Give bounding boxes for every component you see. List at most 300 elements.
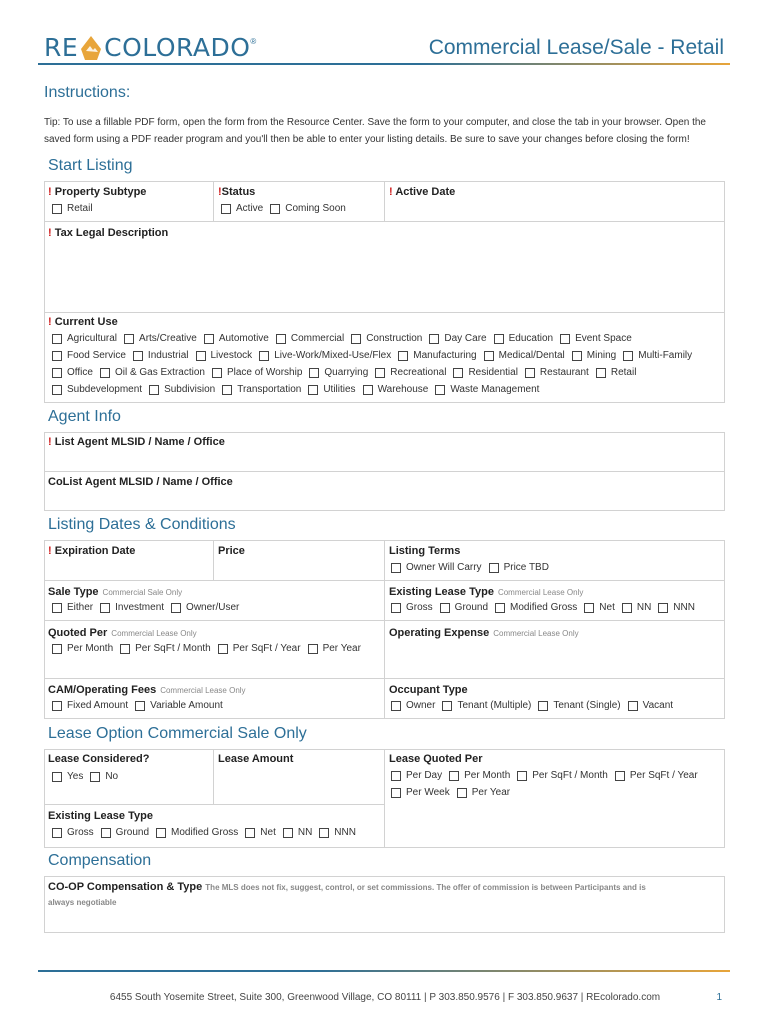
option-label: Multi-Family [638, 350, 693, 361]
checkbox[interactable] [52, 644, 62, 654]
option-label: Day Care [444, 333, 487, 344]
checkbox-option[interactable] [156, 827, 238, 838]
option-label: Gross [67, 827, 94, 838]
option-label: Food Service [67, 350, 126, 361]
checkbox[interactable] [484, 351, 494, 361]
field-note: Commercial Sale Only [102, 588, 183, 597]
option-label: Manufacturing [413, 350, 477, 361]
divider [44, 312, 725, 313]
checkbox[interactable] [391, 563, 401, 573]
checkbox[interactable] [429, 334, 439, 344]
label-text: Expiration Date [54, 545, 136, 557]
option-label: Per SqFt / Month [135, 643, 211, 654]
lease-quoted-per-row-2 [391, 787, 517, 798]
divider [44, 804, 384, 805]
checkbox[interactable] [596, 368, 606, 378]
checkbox[interactable] [517, 771, 527, 781]
option-label: Net [260, 827, 276, 838]
checkbox[interactable] [245, 828, 255, 838]
option-label: Price TBD [503, 562, 549, 573]
checkbox[interactable] [308, 385, 318, 395]
sale-type-label [48, 586, 182, 598]
checkbox-option[interactable] [391, 562, 482, 573]
label-text: Current Use [54, 316, 118, 328]
checkbox-option[interactable] [442, 700, 531, 711]
divider [384, 181, 385, 222]
option-label: Variable Amount [150, 700, 223, 711]
instructions-heading: Instructions: [44, 84, 131, 101]
required-mark: ! [48, 436, 52, 448]
option-label: Utilities [323, 384, 356, 395]
checkbox[interactable] [457, 788, 467, 798]
option-label: Waste Management [450, 384, 540, 395]
lease-existing-type-options [52, 827, 363, 838]
sale-type-options [52, 602, 246, 613]
checkbox-option[interactable] [622, 602, 651, 613]
tip-line-1: Tip: To use a fillable PDF form, open the form from the Resource Center. Save the form to your computer, and close the tab in your browser. Open the [44, 117, 706, 128]
checkbox[interactable] [276, 334, 286, 344]
checkbox-option[interactable] [484, 350, 565, 361]
option-label: Gross [406, 602, 433, 613]
expiration-date-label[interactable] [48, 545, 135, 557]
checkbox-option[interactable] [495, 602, 577, 613]
lease-option-heading [48, 725, 307, 743]
checkbox-option[interactable] [560, 333, 632, 344]
divider [384, 749, 385, 848]
checkbox[interactable] [52, 334, 62, 344]
checkbox[interactable] [453, 368, 463, 378]
checkbox-option[interactable] [52, 827, 94, 838]
checkbox[interactable] [52, 701, 62, 711]
occupant-type-options [391, 700, 680, 711]
checkbox-option[interactable] [133, 350, 189, 361]
label-text: Active Date [395, 186, 456, 198]
option-label: Office [67, 367, 93, 378]
checkbox-option[interactable] [52, 367, 93, 378]
checkbox[interactable] [615, 771, 625, 781]
checkbox-option[interactable] [52, 384, 142, 395]
label-text: Property Subtype [54, 186, 147, 198]
checkbox[interactable] [440, 603, 450, 613]
property-subtype-label [48, 186, 146, 198]
status-label [218, 186, 255, 198]
option-label: No [105, 771, 119, 782]
checkbox[interactable] [560, 334, 570, 344]
coop-compensation-note-line-2: always negotiable [48, 898, 117, 907]
option-label: NNN [673, 602, 695, 613]
option-label: NNN [334, 827, 356, 838]
current-use-row-4 [52, 384, 546, 395]
checkbox[interactable] [52, 828, 62, 838]
active-date-label[interactable] [389, 186, 455, 198]
checkbox[interactable] [52, 368, 62, 378]
current-use-row-1 [52, 333, 639, 344]
current-use-label [48, 316, 118, 328]
checkbox-option[interactable] [276, 333, 344, 344]
agent-info-heading: Agent Info [48, 408, 121, 425]
checkbox[interactable] [156, 828, 166, 838]
label-text: Existing Lease Type [389, 586, 494, 598]
checkbox[interactable] [52, 772, 62, 782]
checkbox[interactable] [391, 701, 401, 711]
divider [213, 181, 214, 222]
field-note: Commercial Lease Only [493, 629, 579, 638]
label-text: Operating Expense [389, 627, 490, 639]
option-label: Per Year [322, 643, 361, 654]
list-agent-label[interactable] [48, 436, 225, 448]
option-label: Vacant [642, 700, 674, 711]
checkbox[interactable] [391, 771, 401, 781]
cam-fees-options [52, 700, 230, 711]
checkbox-option[interactable] [584, 602, 615, 613]
checkbox[interactable] [449, 771, 459, 781]
option-label: Live-Work/Mixed-Use/Flex [274, 350, 392, 361]
checkbox-option[interactable] [221, 203, 263, 214]
option-label: Medical/Dental [498, 350, 565, 361]
heading-subtext: Commercial Sale Only [147, 725, 307, 742]
checkbox-option[interactable] [489, 562, 549, 573]
option-label: Education [508, 333, 554, 344]
label-text: Quoted Per [48, 627, 108, 639]
required-mark: ! [218, 186, 222, 198]
option-label: Coming Soon [285, 203, 346, 214]
checkbox-option[interactable] [517, 770, 608, 781]
status-options [221, 203, 353, 214]
checkbox-option[interactable] [572, 350, 616, 361]
checkbox-option[interactable] [283, 827, 312, 838]
option-label: Fixed Amount [67, 700, 129, 711]
checkbox-option[interactable] [391, 770, 442, 781]
field-note: Commercial Lease Only [497, 588, 584, 597]
label-text: Tax Legal Description [54, 227, 169, 239]
checkbox-option[interactable] [52, 602, 93, 613]
option-label: Investment [115, 602, 165, 613]
divider [44, 620, 725, 621]
checkbox[interactable] [308, 644, 318, 654]
coop-compensation-label [48, 881, 646, 893]
checkbox-option[interactable] [628, 700, 673, 711]
checkbox[interactable] [218, 644, 228, 654]
operating-expense-label[interactable] [389, 627, 579, 639]
checkbox[interactable] [319, 828, 329, 838]
checkbox[interactable] [52, 603, 62, 613]
checkbox[interactable] [259, 351, 269, 361]
checkbox-option[interactable] [120, 643, 211, 654]
checkbox[interactable] [391, 603, 401, 613]
option-label: Recreational [390, 367, 447, 378]
option-label: Agricultural [67, 333, 118, 344]
required-mark: ! [48, 545, 52, 557]
option-label: NN [636, 602, 652, 613]
option-label: Tenant (Single) [553, 700, 621, 711]
option-label: Yes [67, 771, 84, 782]
checkbox[interactable] [52, 204, 62, 214]
checkbox[interactable] [90, 772, 100, 782]
price-label[interactable]: Price [218, 545, 245, 557]
tip-line-2: saved form using a PDF reader program and you'll then be able to enter your listing details. Be sure to save your changes before closing the form! [44, 134, 690, 145]
registered-mark: ® [250, 37, 257, 46]
checkbox[interactable] [572, 351, 582, 361]
option-label: Place of Worship [226, 367, 303, 378]
divider [384, 540, 385, 719]
checkbox-option[interactable] [319, 827, 356, 838]
current-use-row-2 [52, 350, 699, 361]
quoted-per-options [52, 643, 368, 654]
checkbox[interactable] [489, 563, 499, 573]
checkbox-option[interactable] [440, 602, 488, 613]
option-label: NN [297, 827, 313, 838]
checkbox[interactable] [658, 603, 668, 613]
divider [44, 678, 725, 679]
option-label: Warehouse [377, 384, 429, 395]
current-use-row-3 [52, 367, 643, 378]
checkbox[interactable] [363, 385, 373, 395]
checkbox[interactable] [222, 385, 232, 395]
option-label: Per Day [406, 770, 443, 781]
start-listing-heading: Start Listing [48, 157, 133, 174]
checkbox[interactable] [135, 701, 145, 711]
required-mark: ! [48, 186, 52, 198]
checkbox[interactable] [375, 368, 385, 378]
checkbox[interactable] [196, 351, 206, 361]
option-label: Subdivision [164, 384, 216, 395]
label-text: List Agent MLSID / Name / Office [54, 436, 225, 448]
instructions-tip [44, 114, 734, 148]
label-text: CO-OP Compensation & Type [48, 881, 203, 893]
option-label: Quarrying [324, 367, 369, 378]
checkbox[interactable] [52, 385, 62, 395]
checkbox[interactable] [623, 351, 633, 361]
option-label: Residential [468, 367, 518, 378]
checkbox-option[interactable] [308, 384, 355, 395]
checkbox[interactable] [101, 828, 111, 838]
checkbox-option[interactable] [135, 700, 223, 711]
option-label: Oil & Gas Extraction [114, 367, 205, 378]
cam-fees-label [48, 684, 246, 696]
option-label: Ground [115, 827, 150, 838]
label-text: Sale Type [48, 586, 99, 598]
checkbox[interactable] [100, 603, 110, 613]
checkbox-option[interactable] [124, 333, 197, 344]
checkbox[interactable] [494, 334, 504, 344]
option-label: Livestock [210, 350, 253, 361]
occupant-type-label: Occupant Type [389, 684, 468, 696]
checkbox-option[interactable] [615, 770, 698, 781]
checkbox-option[interactable] [457, 787, 510, 798]
lease-quoted-per-label: Lease Quoted Per [389, 753, 483, 765]
checkbox[interactable] [538, 701, 548, 711]
option-label: Retail [610, 367, 637, 378]
field-note: Commercial Lease Only [111, 629, 197, 638]
checkbox-option[interactable] [538, 700, 620, 711]
option-label: Industrial [147, 350, 189, 361]
checkbox[interactable] [149, 385, 159, 395]
existing-lease-type-label [389, 586, 583, 598]
checkbox-option[interactable] [52, 333, 117, 344]
option-label: Event Space [575, 333, 632, 344]
footer-address: 6455 South Yosemite Street, Suite 300, Greenwood Village, CO 80111 | P 303.850.9576 | F 303.850.9637 | REcolorado.com [109, 992, 661, 1003]
option-label: Modified Gross [171, 827, 239, 838]
checkbox[interactable] [120, 644, 130, 654]
checkbox-option[interactable] [52, 643, 113, 654]
checkbox-option[interactable] [449, 770, 510, 781]
option-label: Owner Will Carry [406, 562, 482, 573]
checkbox-option[interactable] [453, 367, 517, 378]
lease-considered-label: Lease Considered? [48, 753, 150, 765]
checkbox[interactable] [351, 334, 361, 344]
checkbox-option[interactable] [100, 367, 205, 378]
checkbox-option[interactable] [52, 350, 126, 361]
option-label: Either [67, 602, 94, 613]
lease-amount-label[interactable]: Lease Amount [218, 753, 294, 765]
checkbox-option[interactable] [245, 827, 276, 838]
option-label: Per Year [471, 787, 511, 798]
checkbox-option[interactable] [658, 602, 695, 613]
divider [44, 580, 725, 581]
option-label: Transportation [237, 384, 302, 395]
checkbox[interactable] [204, 334, 214, 344]
checkbox-option[interactable] [259, 350, 391, 361]
checkbox[interactable] [133, 351, 143, 361]
page-number: 1 [716, 992, 722, 1003]
checkbox[interactable] [283, 828, 293, 838]
checkbox-option[interactable] [363, 384, 429, 395]
option-label: Subdevelopment [67, 384, 143, 395]
option-label: Per Month [464, 770, 511, 781]
option-label: Per SqFt / Year [232, 643, 301, 654]
mountain-logo-icon [80, 35, 102, 61]
option-label: Commercial [290, 333, 345, 344]
checkbox-option[interactable] [149, 384, 215, 395]
option-label: Active [236, 203, 264, 214]
checkbox-option[interactable] [196, 350, 253, 361]
form-title: Commercial Lease/Sale - Retail [428, 36, 724, 59]
checkbox[interactable] [398, 351, 408, 361]
checkbox-option[interactable] [101, 827, 149, 838]
lease-considered-options [52, 771, 125, 782]
footer-divider [38, 970, 730, 972]
checkbox-option[interactable] [391, 787, 450, 798]
checkbox-option[interactable] [429, 333, 486, 344]
divider [44, 471, 725, 472]
checkbox[interactable] [391, 788, 401, 798]
logo-text-colorado: COLORADO [104, 33, 251, 62]
checkbox[interactable] [622, 603, 632, 613]
divider [44, 221, 725, 222]
required-mark: ! [48, 227, 52, 239]
header-divider [38, 63, 730, 65]
required-mark: ! [389, 186, 393, 198]
checkbox-option[interactable] [309, 367, 368, 378]
checkbox[interactable] [100, 368, 110, 378]
checkbox-option[interactable] [100, 602, 164, 613]
option-label: Restaurant [539, 367, 589, 378]
checkbox[interactable] [442, 701, 452, 711]
option-label: Per SqFt / Month [532, 770, 608, 781]
option-label: Retail [67, 203, 93, 214]
checkbox-option[interactable] [391, 602, 433, 613]
checkbox-option[interactable] [391, 700, 435, 711]
checkbox-option[interactable] [375, 367, 446, 378]
recolorado-logo [44, 31, 256, 65]
divider [213, 540, 214, 580]
tax-legal-label[interactable] [48, 227, 168, 239]
option-label: Per SqFt / Year [629, 770, 698, 781]
checkbox[interactable] [171, 603, 181, 613]
checkbox-option[interactable] [525, 367, 589, 378]
option-label: Modified Gross [510, 602, 578, 613]
option-label: Owner [406, 700, 436, 711]
checkbox-option[interactable] [398, 350, 476, 361]
option-label: Net [599, 602, 615, 613]
checkbox-option[interactable] [204, 333, 269, 344]
existing-lease-type-options [391, 602, 702, 613]
checkbox[interactable] [270, 204, 280, 214]
listing-dates-heading: Listing Dates & Conditions [48, 516, 236, 533]
colist-agent-label[interactable]: CoList Agent MLSID / Name / Office [48, 476, 233, 488]
checkbox-option[interactable] [270, 203, 346, 214]
checkbox-option[interactable] [212, 367, 302, 378]
option-label: Arts/Creative [139, 333, 197, 344]
checkbox-option[interactable] [52, 771, 83, 782]
listing-terms-label: Listing Terms [389, 545, 461, 557]
field-note: The MLS does not fix, suggest, control, or set commissions. The offer of commission is between Participants and is [205, 883, 646, 892]
option-label: Owner/User [186, 602, 240, 613]
checkbox-option[interactable] [351, 333, 422, 344]
checkbox[interactable] [495, 603, 505, 613]
heading-text: Lease Option [48, 725, 144, 742]
checkbox[interactable] [52, 351, 62, 361]
checkbox-option[interactable] [222, 384, 301, 395]
label-text: CAM/Operating Fees [48, 684, 157, 696]
checkbox-option[interactable] [171, 602, 239, 613]
quoted-per-label [48, 627, 197, 639]
divider [213, 749, 214, 804]
option-label: Per Week [406, 787, 450, 798]
label-text: Status [221, 186, 256, 198]
option-label: Automotive [218, 333, 269, 344]
option-label: Ground [454, 602, 489, 613]
required-mark: ! [48, 316, 52, 328]
lease-quoted-per-row-1 [391, 770, 705, 781]
property-subtype-options [52, 203, 100, 214]
checkbox[interactable] [221, 204, 231, 214]
checkbox[interactable] [435, 385, 445, 395]
option-label: Tenant (Multiple) [457, 700, 532, 711]
option-label: Per Month [67, 643, 114, 654]
checkbox-option[interactable] [308, 643, 361, 654]
checkbox[interactable] [309, 368, 319, 378]
checkbox-option[interactable] [596, 367, 637, 378]
checkbox-option[interactable] [218, 643, 301, 654]
field-note: Commercial Lease Only [160, 686, 246, 695]
checkbox-option[interactable] [52, 203, 93, 214]
option-label: Mining [586, 350, 617, 361]
checkbox-option[interactable] [494, 333, 553, 344]
lease-existing-type-label: Existing Lease Type [48, 810, 153, 822]
checkbox[interactable] [584, 603, 594, 613]
option-label: Construction [366, 333, 423, 344]
checkbox[interactable] [212, 368, 222, 378]
compensation-heading: Compensation [48, 852, 152, 869]
checkbox-option[interactable] [52, 700, 128, 711]
checkbox-option[interactable] [435, 384, 539, 395]
checkbox[interactable] [124, 334, 134, 344]
checkbox[interactable] [525, 368, 535, 378]
checkbox-option[interactable] [90, 771, 118, 782]
checkbox[interactable] [628, 701, 638, 711]
checkbox-option[interactable] [623, 350, 692, 361]
